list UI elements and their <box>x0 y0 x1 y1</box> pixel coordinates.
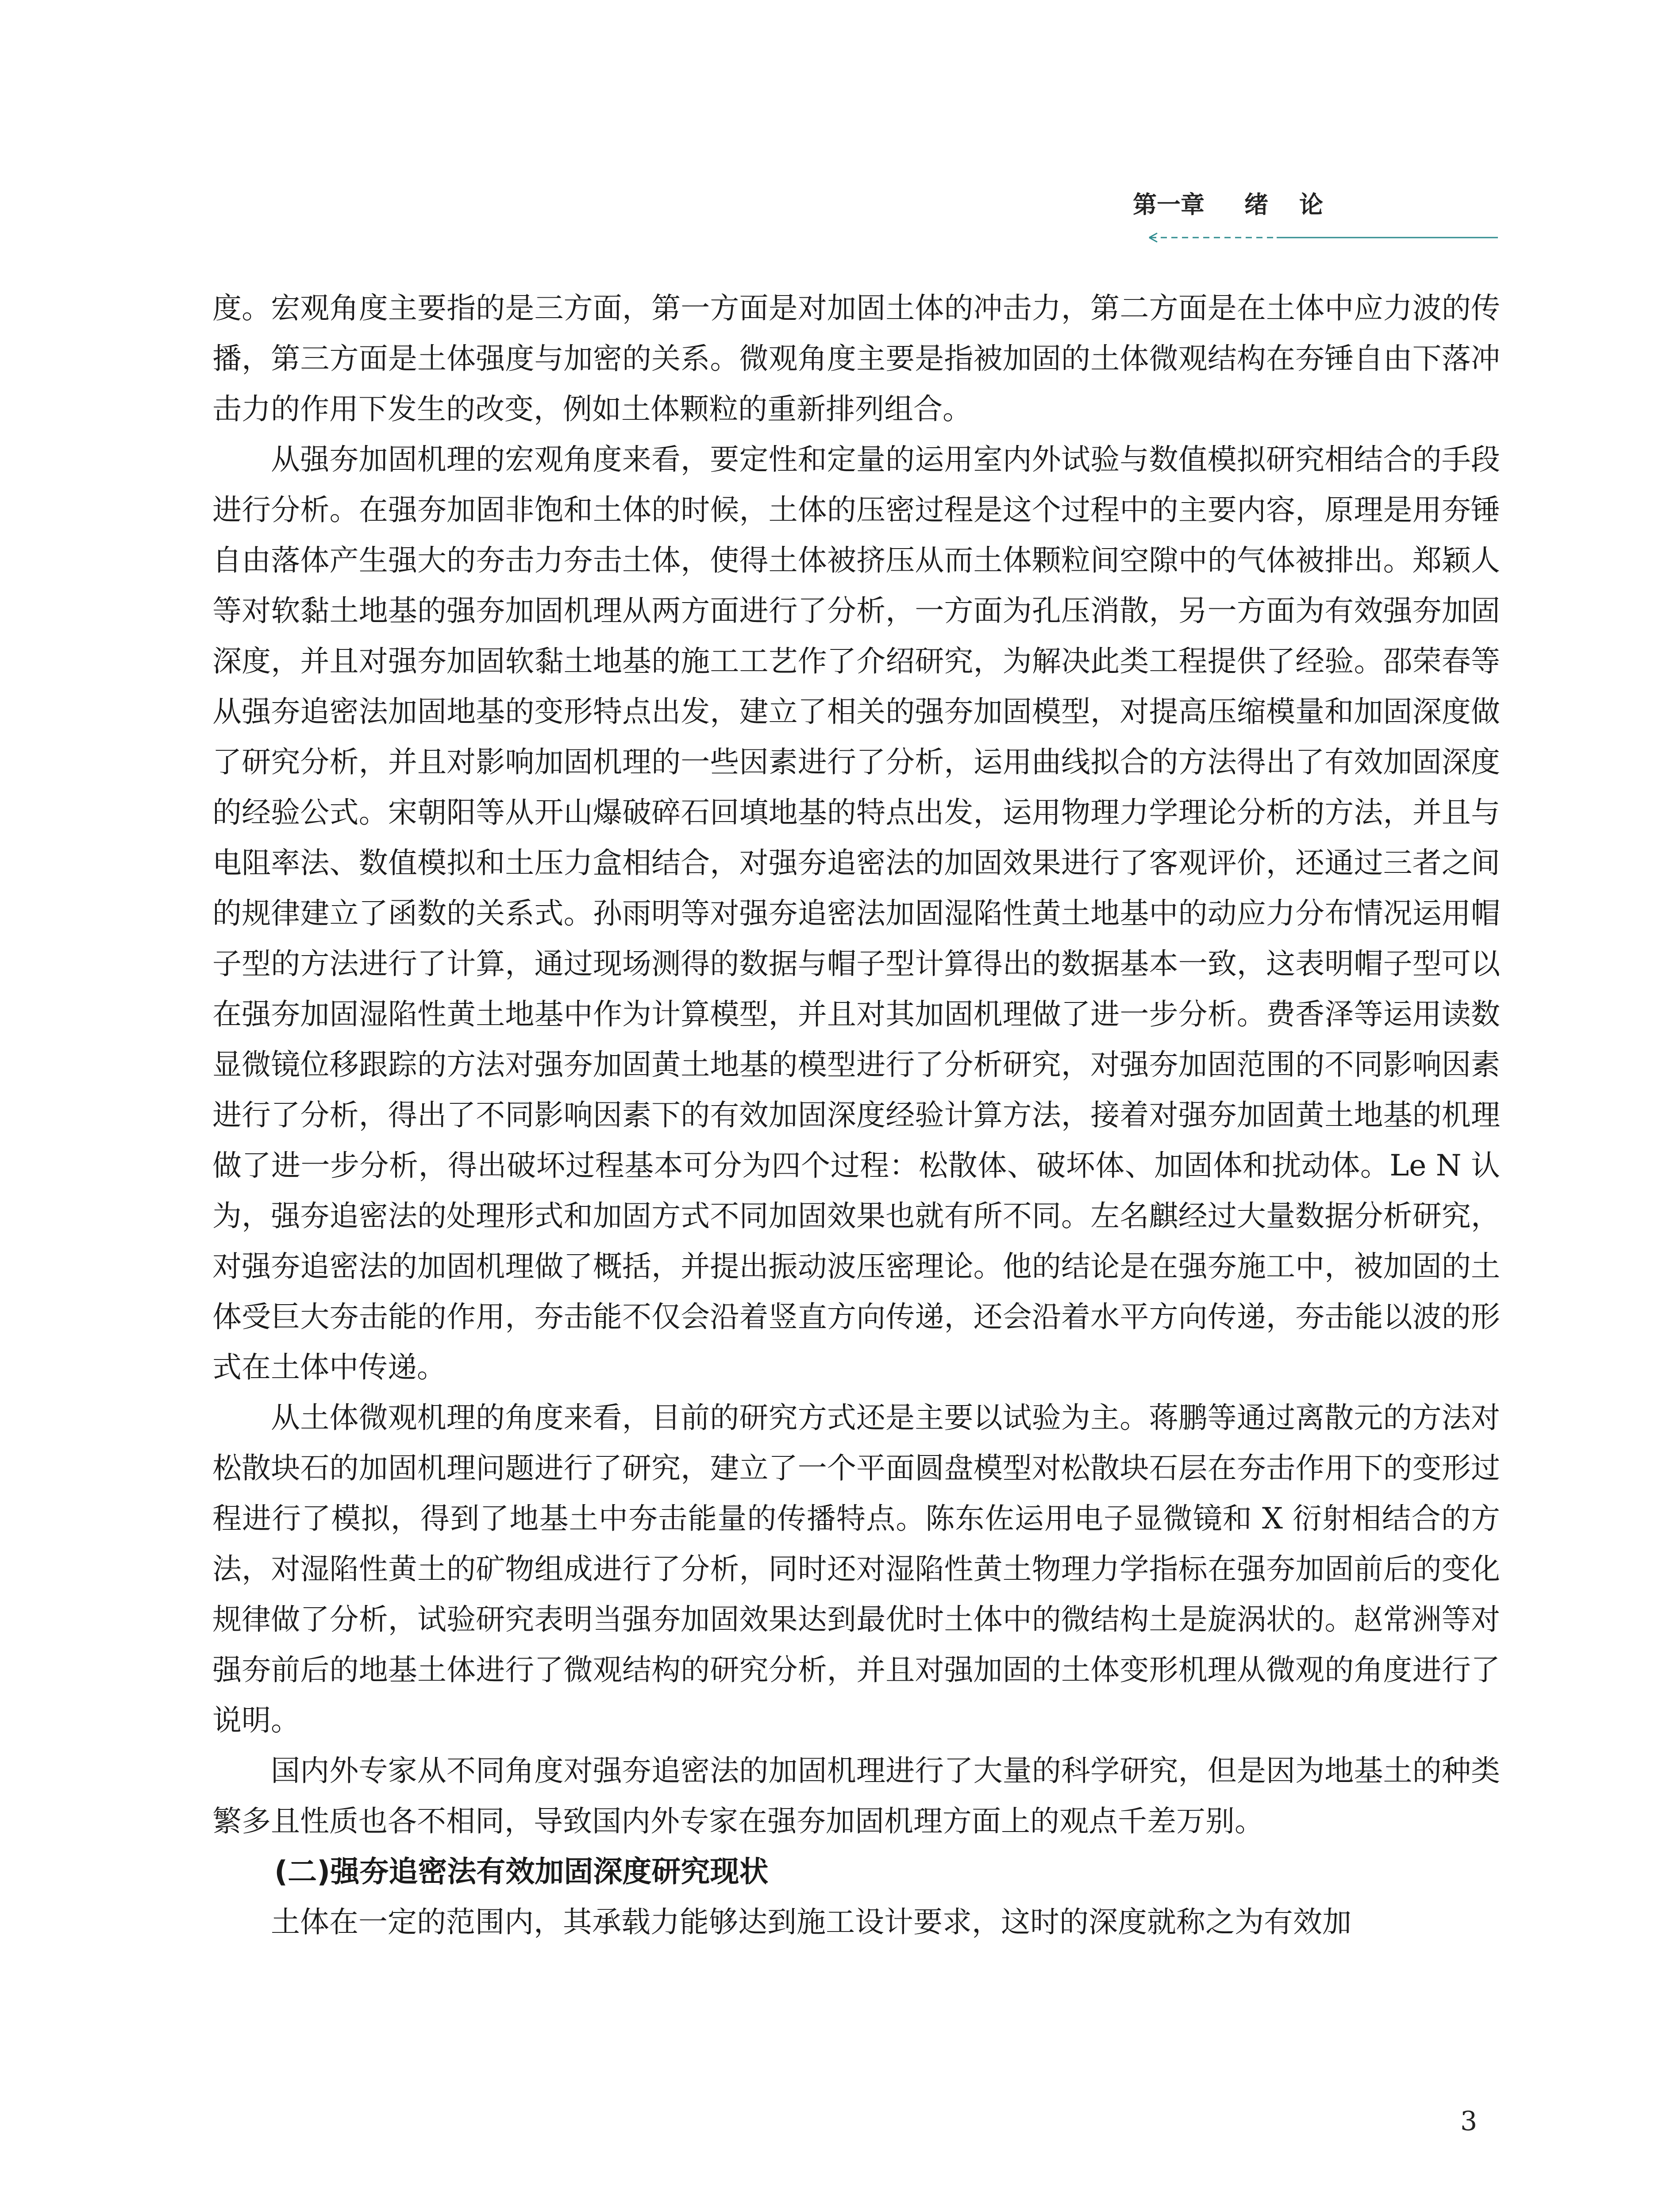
body-paragraph-macro-mechanism: 从强夯加固机理的宏观角度来看，要定性和定量的运用室内外试验与数值模拟研究相结合的手段进行分析。在强夯加固非饱和土体的时候，土体的压密过程是这个过程中的主要内容，原理是用夯锤自由落体产生强大的夯击力夯击土体，使得土体被挤压从而土体颗粒间空隙中的气体被排出。郑颖人等对软黏土地基的强夯加固机理从两方面进行了分析，一方面为孔压消散，另一方面为有效强夯加固深度，并且对强夯加固软黏土地基的施工工艺作了介绍研究，为解决此类工程提供了经验。邵荣春等从强夯追密法加固地基的变形特点出发，建立了相关的强夯加固模型，对提高压缩模量和加固深度做了研究分析，并且对影响加固机理的一些因素进行了分析，运用曲线拟合的方法得出了有效加固深度的经验公式。宋朝阳等从开山爆破碎石回填地基的特点出发，运用物理力学理论分析的方法，并且与电阻率法、数值模拟和土压力盒相结合，对强夯追密法的加固效果进行了客观评价，还通过三者之间的规律建立了函数的关系式。孙雨明等对强夯追密法加固湿陷性黄土地基中的动应力分布情况运用帽子型的方法进行了计算，通过现场测得的数据与帽子型计算得出的数据基本一致，这表明帽子型可以在强夯加固湿陷性黄土地基中作为计算模型，并且对其加固机理做了进一步分析。费香泽等运用读数显微镜位移跟踪的方法对强夯加固黄土地基的模型进行了分析研究，对强夯加固范围的不同影响因素进行了分析，得出了不同影响因素下的有效加固深度经验计算方法，接着对强夯加固黄土地基的机理做了进一步分析，得出破坏过程基本可分为四个过程：松散体、破坏体、加固体和扰动体。Le N 认为，强夯追密法的处理形式和加固方式不同加固效果也就有所不同。左名麒经过大量数据分析研究，对强夯追密法的加固机理做了概括，并提出振动波压密理论。他的结论是在强夯施工中，被加固的土体受巨大夯击能的作用，夯击能不仅会沿着竖直方向传递，还会沿着水平方向传递，夯击能以波的形式在土体中传递。 <box>212 442 1500 1384</box>
page-number: 3 <box>1460 2106 1478 2137</box>
body-paragraph-continued: 度。宏观角度主要指的是三方面，第一方面是对加固土体的冲击力，第二方面是在土体中应力波的传播，第三方面是土体强度与加密的关系。微观角度主要是指被加固的土体微观结构在夯锤自由下落冲击力的作用下发生的改变，例如土体颗粒的重新排列组合。 <box>212 291 1500 426</box>
page-body <box>212 283 1500 1947</box>
running-head <box>1133 186 1478 220</box>
chapter-title: 绪论 <box>1244 191 1354 219</box>
chapter-label: 第一章 <box>1133 191 1205 219</box>
body-paragraph-effective-depth: 土体在一定的范围内，其承载力能够达到施工设计要求，这时的深度就称之为有效加 <box>271 1905 1351 1939</box>
body-paragraph-micro-mechanism: 从土体微观机理的角度来看，目前的研究方式还是主要以试验为主。蒋鹏等通过离散元的方法对松散块石的加固机理问题进行了研究，建立了一个平面圆盘模型对松散块石层在夯击作用下的变形过程进行了模拟，得到了地基土中夯击能量的传播特点。陈东佐运用电子显微镜和 X 衍射相结合的方法，对湿陷性黄土的矿物组成进行了分析，同时还对湿陷性黄土物理力学指标在强夯加固前后的变化规律做了分析，试验研究表明当强夯加固效果达到最优时土体中的微结构土是旋涡状的。赵常洲等对强夯前后的地基土体进行了微观结构的研究分析，并且对强加固的土体变形机理从微观的角度进行了说明。 <box>212 1401 1500 1737</box>
header-rule <box>1144 232 1498 243</box>
body-paragraph-summary: 国内外专家从不同角度对强夯追密法的加固机理进行了大量的科学研究，但是因为地基土的种类繁多且性质也各不相同，导致国内外专家在强夯加固机理方面上的观点千差万别。 <box>212 1754 1500 1838</box>
section-heading: (二)强夯追密法有效加固深度研究现状 <box>274 1855 769 1889</box>
